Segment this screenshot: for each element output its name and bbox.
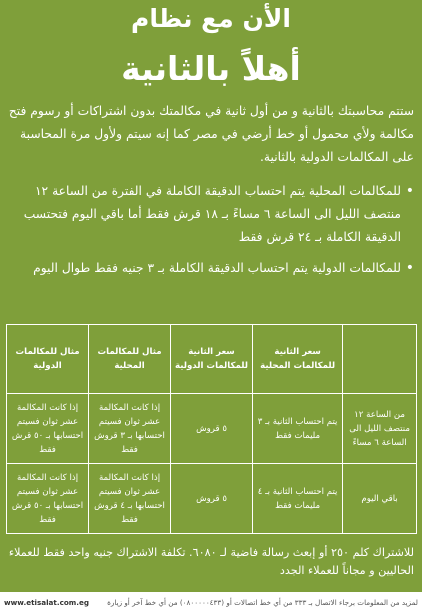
cell-time-period: باقي اليوم xyxy=(343,464,417,534)
bullet-dot-icon: • xyxy=(405,183,414,199)
bullet-local-text: للمكالمات المحلية يتم احتساب الدقيقة الكاملة في الفترة من الساعة ١٢ منتصف الليل الى الساعة ٦ مساءً بـ ١٨ قرش فقط أما باقي اليوم فتحتسب الدقيقة الكاملة بـ ٢٤ قرش فقط xyxy=(23,184,401,244)
header-local-rate: سعر الثانية للمكالمات المحلية xyxy=(253,325,343,394)
headline-per-second: أهلاً بالثانية xyxy=(121,49,301,88)
bullet-international-calls xyxy=(8,257,414,280)
cell-time-period: من الساعة ١٢ منتصف الليل الى الساعة ٦ مساءً xyxy=(343,394,417,464)
cell-international-example: إذا كانت المكالمة عشر ثوان فسيتم احتسابها بـ ٥٠ قرش فقط xyxy=(7,394,89,464)
header-local-example: مثال للمكالمات المحلية xyxy=(89,325,171,394)
header-international-example: مثال للمكالمات الدولية xyxy=(7,325,89,394)
contact-note xyxy=(4,594,418,612)
subscription-info: للاشتراك كلم ٢٥٠ أو إبعث رسالة فاضية لـ ٦٠٨٠. تكلفة الاشتراك جنيه واحد فقط للعملاء الحاليين و مجاناً للعملاء الجدد xyxy=(8,546,414,577)
pricing-table-frame xyxy=(6,324,417,534)
bullet-local-calls xyxy=(8,180,414,249)
bullet-international-text: للمكالمات الدولية يتم احتساب الدقيقة الكاملة بـ ٣ جنيه فقط طوال اليوم xyxy=(33,261,401,275)
cell-international-example: إذا كانت المكالمة عشر ثوان فسيتم احتسابها بـ ٥٠ قرش فقط xyxy=(7,464,89,534)
bullet-dot-icon: • xyxy=(405,260,414,276)
cell-international-rate: ٥ قروش xyxy=(171,464,253,534)
header-international-rate: سعر الثانية للمكالمات الدولية xyxy=(171,325,253,394)
table-row xyxy=(7,394,417,464)
headline-now-with-plan: الأن مع نظام xyxy=(131,4,291,33)
contact-note-text: لمزيد من المعلومات برجاء الاتصال بـ ٣٣٣ من أي خط اتصالات أو (٠٨٠٠٠٠٠٤٣٣) من أي خط آخر أو زيارة xyxy=(107,598,418,607)
cell-local-example: إذا كانت المكالمة عشر ثوان فسيتم احتسابها بـ ٣ قروش فقط xyxy=(89,394,171,464)
header-time-period xyxy=(343,325,417,394)
intro-paragraph: ستتم محاسبتك بالثانية و من أول ثانية في مكالمتك بدون اشتراكات أو رسوم فتح مكالمة ولأي محمول أو خط أرضي في مصر كما إنه سيتم ولأول مرة المحاسبة على المكالمات الدولية بالثانية. xyxy=(8,104,414,164)
cell-international-rate: ٥ قروش xyxy=(171,394,253,464)
table-row xyxy=(7,464,417,534)
cell-local-rate: يتم احتساب الثانية بـ ٣ مليمات فقط xyxy=(253,394,343,464)
website-link[interactable]: www.etisalat.com.eg xyxy=(4,598,90,607)
cell-local-example: إذا كانت المكالمة عشر ثوان فسيتم احتسابها بـ ٤ قروش فقط xyxy=(89,464,171,534)
cell-local-rate: يتم احتساب الثانية بـ ٤ مليمات فقط xyxy=(253,464,343,534)
bullet-list xyxy=(8,180,414,288)
pricing-table xyxy=(6,324,417,534)
table-header-row xyxy=(7,325,417,394)
